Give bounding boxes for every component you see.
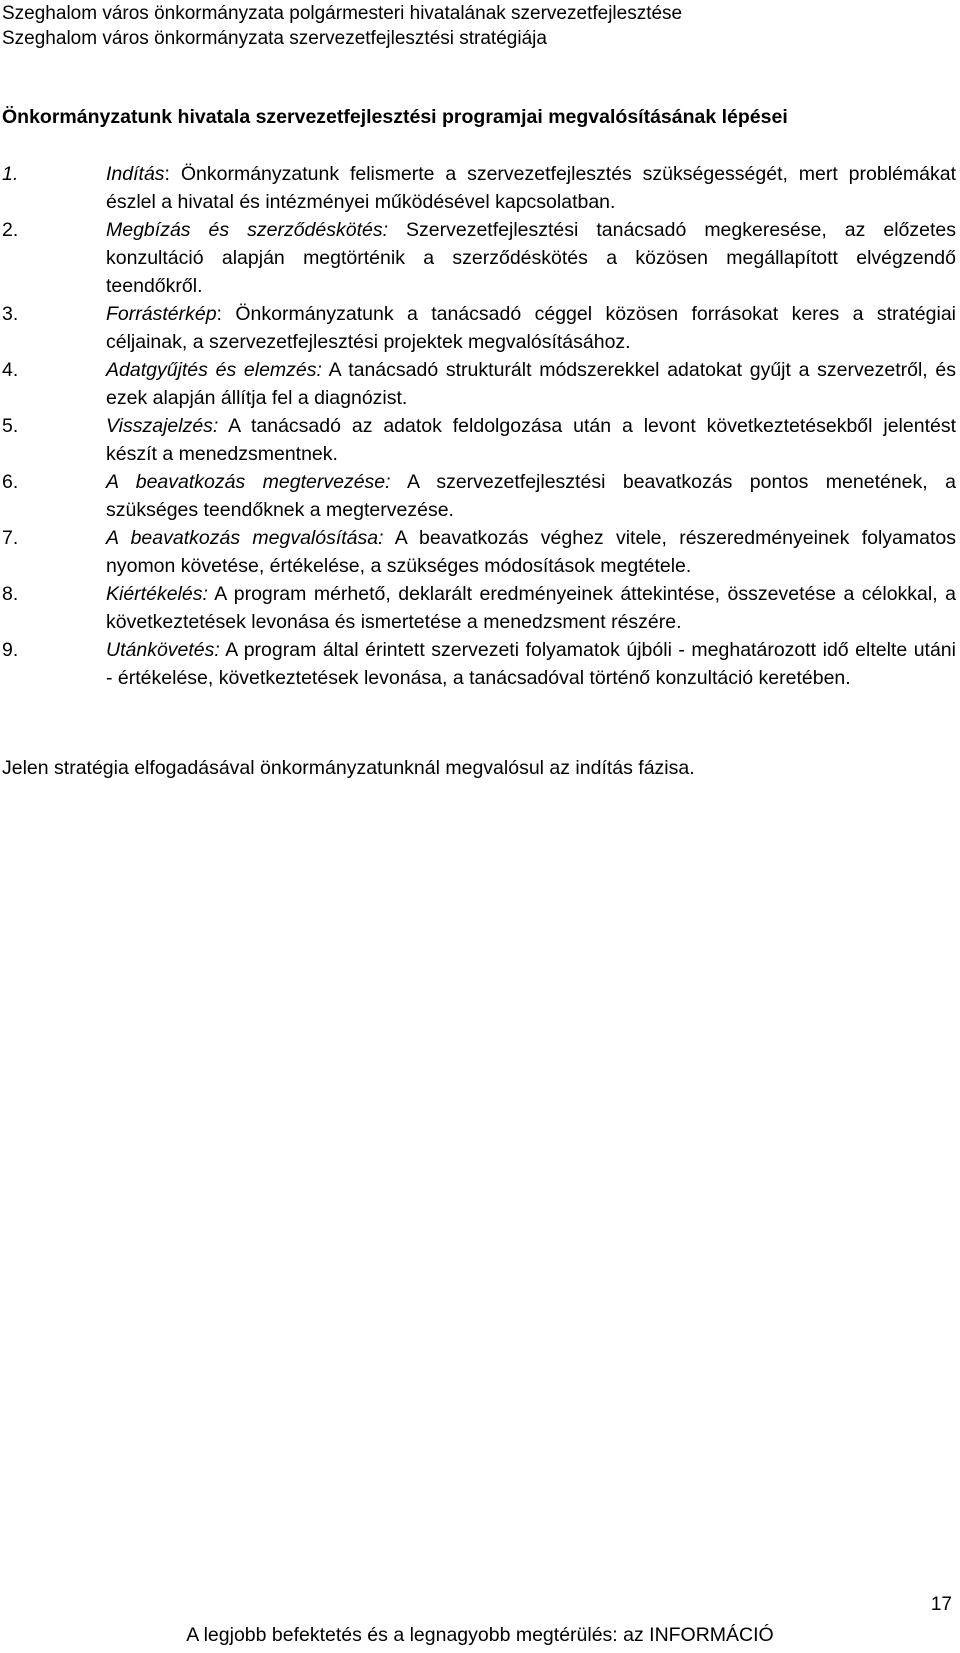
step-item [0,580,960,636]
step-line [106,216,956,244]
step-text: - értékelése, következtetések levonása, a tanácsadóval történő konzultáció keretében. [106,667,851,689]
section-title: Önkormányzatunk hivatala szervezetfejlesztési programjai megvalósításának lépései [2,106,788,128]
step-line [106,496,956,524]
step-line [106,412,956,440]
step-text: A szervezetfejlesztési beavatkozás pontos menetének, a [390,471,956,493]
step-line [106,524,956,552]
step-line [106,664,956,692]
step-number: 8. [2,583,19,605]
step-title: Utánkövetés: [106,639,220,661]
step-line [106,300,956,328]
step-title: Visszajelzés: [106,415,219,437]
step-text: észlel a hivatal és intézményei működésével kapcsolatban. [106,191,616,213]
step-text: Szervezetfejlesztési tanácsadó megkeresése, az előzetes [388,219,956,241]
step-number: 5. [2,415,19,437]
step-text: A tanácsadó strukturált módszerekkel adatokat gyűjt a szervezetről, és [321,359,956,381]
step-number: 9. [2,639,19,661]
step-line [106,636,956,664]
step-text: nyomon követése, értékelése, a szükséges módosítások megtétele. [106,555,692,577]
step-line [106,328,956,356]
step-text: A beavatkozás véghez vitele, részeredményeinek folyamatos [383,527,956,549]
step-item [0,356,960,412]
step-item [0,160,960,216]
step-title-separator: : [164,163,170,185]
step-text: teendőkről. [106,275,203,297]
step-line [106,356,956,384]
step-line [106,188,956,216]
conclusion-paragraph: Jelen stratégia elfogadásával önkormányzatunknál megvalósul az indítás fázisa. [2,757,695,779]
step-text: Önkormányzatunk felismerte a szervezetfejlesztés szükségességét, mert problémákat [169,163,956,185]
step-text: A tanácsadó az adatok feldolgozása után a levont következtetésekből jelentést [218,415,956,437]
page-number: 17 [930,1594,952,1615]
step-line [106,608,956,636]
footer-text: A legjobb befektetés és a legnagyobb megtérülés: az INFORMÁCIÓ [186,1624,774,1646]
step-text: A program mérhető, deklarált eredményeinek áttekintése, összevetése a célokkal, a [207,583,956,605]
step-title: Megbízás és szerződéskötés: [106,219,389,241]
step-title: Indítás [106,163,165,185]
steps-list [0,160,960,692]
step-text: A program által érintett szervezeti folyamatok újbóli - meghatározott idő eltelte utáni [219,639,956,661]
header-line-1: Szeghalom város önkormányzata polgármesteri hivatalának szervezetfejlesztése [2,3,683,24]
step-title: Adatgyűjtés és elemzés: [106,359,322,381]
step-title-separator: : [216,303,222,325]
step-text: ezek alapján állítja fel a diagnózist. [106,387,408,409]
step-line [106,552,956,580]
step-line [106,440,956,468]
step-title: A beavatkozás megvalósítása: [106,527,384,549]
step-line [106,580,956,608]
step-item [0,300,960,356]
step-number: 4. [2,359,19,381]
step-text: konzultáció alapján megtörténik a szerződéskötés a közösen megállapított elvégzendő [106,247,956,269]
step-text: szükséges teendőknek a megtervezése. [106,499,454,521]
step-number: 7. [2,527,19,549]
step-text: Önkormányzatunk a tanácsadó céggel közösen forrásokat keres a stratégiai [221,303,956,325]
step-text: készít a menedzsmentnek. [106,443,338,465]
step-number: 2. [2,219,19,241]
step-title: A beavatkozás megtervezése: [106,471,391,493]
step-number: 3. [2,303,19,325]
step-title: Forrástérkép [106,303,217,325]
step-number: 1. [2,163,19,185]
step-text: céljainak, a szervezetfejlesztési projektek megvalósításához. [106,331,631,353]
step-item [0,412,960,468]
step-item [0,468,960,524]
step-line [106,384,956,412]
step-item [0,636,960,692]
step-line [106,468,956,496]
step-number: 6. [2,471,19,493]
step-line [106,244,956,272]
step-line [106,160,956,188]
step-text: következtetések levonása és ismertetése a menedzsment részére. [106,611,682,633]
step-title: Kiértékelés: [106,583,208,605]
step-item [0,524,960,580]
step-item [0,216,960,300]
step-line [106,272,956,300]
header-line-2: Szeghalom város önkormányzata szervezetfejlesztési stratégiája [2,28,547,49]
